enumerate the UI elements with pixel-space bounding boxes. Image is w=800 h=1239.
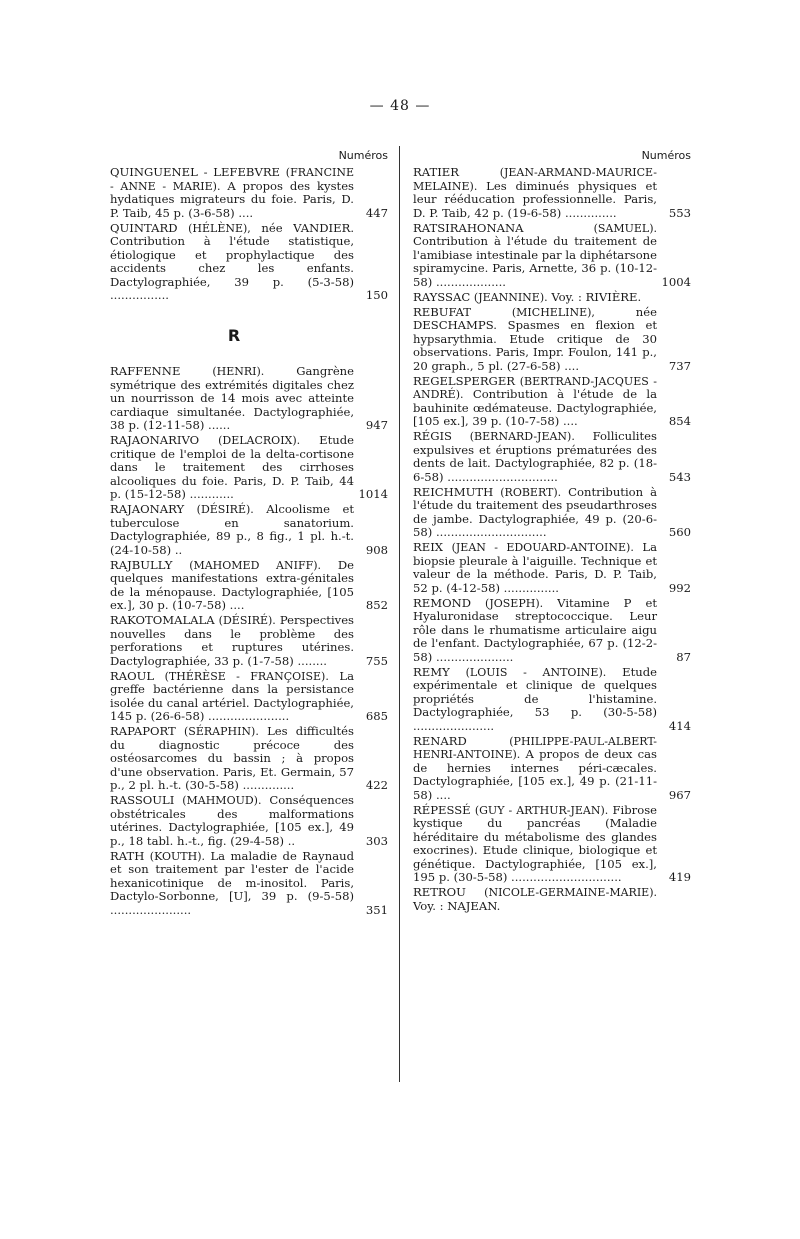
entry-number: 992 [668,580,691,595]
right-entries [413,166,691,913]
entry-number: 303 [365,833,388,848]
author-name: RASSOULI [110,793,175,807]
author-name: REBUFAT [413,304,471,319]
author-name: RAJBULLY [110,557,173,572]
entry-number: 685 [365,709,388,723]
entry-number: 755 [365,653,388,668]
author-name: REGELSPERGER [413,373,516,388]
author-name: RATIER [413,165,459,179]
page-number: — 48 — [369,98,431,114]
author-name: REMY [413,664,450,679]
author-given-names: (JEAN-ARMAND-MAURICE-MELAINE). [413,166,657,193]
thesis-entry [413,666,691,734]
author-given-names: (SÉRAPHIN). [184,725,259,738]
author-given-names: (HÉLÈNE), [188,221,251,235]
entry-description: Perspectives nouvelles dans le problème des perforations et ruptures utérines. Dactylographiée, 33 p. (1-7-58) ........ [110,613,355,668]
entry-number: 543 [668,469,691,484]
author-given-names: (MICHELINE), [511,305,595,319]
entry-description: A propos de deux cas de hernies internes péri-cæcales. Dactylographiée, [105 ex.], 49 p. (21-11-58) .... [413,747,657,802]
entry-number: 447 [365,205,388,220]
column-divider [399,146,400,1082]
author-given-names: (LOUIS - ANTOINE). [465,665,607,679]
column-header: Numéros [338,149,388,162]
thesis-entry [413,430,691,484]
entry-description: Etude critique de l'emploi de la delta-cortisone dans le traitement des cirrhoses alcooliques du foie. Paris, D. P. Taib, 44 p. (15-12-58) ............ [110,433,354,501]
entry-number: 560 [668,525,691,539]
entry-number: 947 [365,418,388,432]
author-name: QUINGUENEL - LEFEBVRE [110,165,281,179]
entry-description: née DESCHAMPS. Spasmes en flexion et hypsarythmia. Etude critique de 30 observations. Paris, Impr. Foulon, 141 p., 20 graph., 5 pl. (27-6-58) .... [413,304,657,373]
author-name: RÉGIS [413,429,452,443]
author-given-names: (MAHOMED ANIFF). [189,558,322,572]
author-name: RAFFENNE [110,364,181,378]
entry-description: Conséquences obstétricales des malformations utérines. Dactylographiée, [105 ex.], 49 p., 18 tabl. h.-t., fig. (29-4-58) .. [110,793,355,848]
author-given-names: (GUY - ARTHUR-JEAN). [474,803,609,817]
author-name: RAKOTOMALALA [110,613,215,627]
author-given-names: (DELACROIX). [218,434,301,447]
entry-description: Les difficultés du diagnostic précoce des ostéosarcomes du bassin ; à propos d'une observation. Paris, Et. Germain, 57 p., 2 pl. h.-t. (30-5-58) .............. [110,724,354,792]
entry-description: A propos des kystes hydatiques migrateurs du foie. Paris, D. P. Taib, 45 p. (3-6-58) .... [110,178,355,220]
author-name: QUINTARD [110,220,178,235]
author-name: RAYSSAC [413,289,471,304]
thesis-entry [413,735,691,803]
author-given-names: (ROBERT). [500,485,562,499]
thesis-entry [413,541,691,595]
thesis-entry [110,559,388,613]
entry-description: Contribution à l'étude du traitement de l'amibiase intestinale par la diphétarsone spiramycine. Paris, Arnette, 36 p. (10-12-58) ................... [413,234,657,289]
entry-description: Contribution à l'étude de la bauhinite œdémateuse. Dactylographiée, [105 ex.], 39 p. (10-7-58) .... [413,387,658,428]
author-given-names: (SAMUEL). [593,221,657,235]
entry-number: 553 [668,205,691,220]
entry-description: Alcoolisme et tuberculose en sanatorium. Dactylographiée, 89 p., 8 fig., 1 pl. h.-t. (24-10-58) .. [110,502,355,557]
author-name: RAOUL [110,668,155,683]
author-name: REICHMUTH [413,484,494,499]
entry-number: 419 [668,870,691,884]
entry-number: 351 [365,902,388,917]
author-given-names: (DÉSIRÉ). [196,503,254,516]
entry-description: La biopsie pleurale à l'aiguille. Technique et valeur de la méthode. Paris, D. P. Taib, 52 p. (4-12-58) ............... [413,540,658,595]
entry-description: Fibrose kystique du pancréas (Maladie héréditaire du métabolisme des glandes exocrines). Etude clinique, biologique et génétique. Dactylographiée, [105 ex.], 195 p. (30-5-58) .............................. [413,802,658,884]
thesis-entry [413,306,691,374]
author-name: RAPAPORT [110,724,176,738]
entry-number: 967 [668,787,691,802]
right-column [413,146,691,915]
entry-number: 1004 [661,274,691,289]
author-given-names: (PHILIPPE-PAUL-ALBERT-HENRI-ANTOINE). [413,734,657,761]
entry-number: 852 [365,598,388,612]
author-given-names: (NICOLE-GERMAINE-MARIE). [484,886,657,899]
thesis-entry [413,886,691,913]
author-name: RENARD [413,733,467,748]
thesis-entry [413,166,691,220]
thesis-entry [110,850,388,918]
entry-description: née VANDIER. Contribution à l'étude statistique, étiologique et prophylactique des accidents chez les enfants. Dactylographiée, 39 p. (5-3-58) ................ [110,220,355,302]
author-given-names: (BERTRAND-JACQUES - ANDRÉ). [413,374,657,401]
thesis-entry [413,222,691,290]
left-column [110,146,388,919]
entry-description: De quelques manifestations extra-génitales de la ménopause. Dactylographiée, [105 ex.], 30 p. (10-7-58) .... [110,557,355,612]
author-name: RATH [110,848,145,863]
entry-number: 414 [668,718,691,733]
thesis-entry [110,434,388,502]
author-given-names: (JEAN - EDOUARD-ANTOINE). [451,541,634,554]
entry-number: 737 [668,358,691,373]
thesis-entry [413,486,691,540]
author-given-names: (JEANNINE). [473,290,548,304]
section-letter: R [227,326,241,345]
author-name: RAJAONARIVO [110,433,200,447]
author-given-names: (DÉSIRÉ). [218,614,276,627]
author-name: RATSIRAHONANA [413,220,524,235]
thesis-entry [110,614,388,668]
thesis-entry [110,794,388,848]
thesis-entry [413,597,691,665]
author-name: RÉPESSÉ [413,802,471,817]
entry-description: La greffe bactérienne dans la persistance isolée du canal artériel. Dactylographiée, 145 p. (26-6-58) ...................... [110,668,355,723]
entry-description: La maladie de Raynaud et son traitement par l'ester de l'acide hexanicotinique de m-inositol. Paris, Dactylo-Sorbonne, [U], 39 p. (9-5-58) ...................... [110,848,355,917]
entry-number: 422 [365,778,388,792]
thesis-entry [413,804,691,885]
thesis-entry [413,375,691,429]
entry-number: 150 [365,288,388,302]
entry-number: 87 [676,649,691,664]
entry-description: Contribution à l'étude du traitement des pseudarthroses de jambe. Dactylographiée, 49 p. (20-6-58) .............................. [413,484,658,539]
author-given-names: (JOSEPH). [485,596,544,610]
entry-number: 854 [668,414,691,428]
entry-description: Voy. : RIVIÈRE. [551,289,642,304]
thesis-entry [110,503,388,557]
author-given-names: (THÉRÈSE - FRANÇOISE). [164,669,329,683]
thesis-entry [110,166,388,220]
entry-number: 1014 [358,487,388,501]
author-given-names: (FRANCINE - ANNE - MARIE). [110,166,354,193]
entry-description: Vitamine P et Hyaluronidase streptococcique. Leur rôle dans le rhumatisme articulaire aigu de l'enfant. Dactylographiée, 67 p. (12-2-58) ..................... [413,595,658,664]
thesis-entry [413,291,691,305]
thesis-entry [110,670,388,724]
author-name: REMOND [413,595,472,610]
entry-description: Folliculites expulsives et éruptions prématurées des dents de lait. Dactylographiée, 82 p. (18-6-58) .............................. [413,429,657,484]
thesis-entry [110,725,388,793]
entry-description: Voy. : NAJEAN. [413,898,501,913]
thesis-entry [110,365,388,433]
author-given-names: (BERNARD-JEAN). [469,430,575,443]
author-name: REIX [413,540,444,554]
author-name: RAJAONARY [110,502,185,516]
entry-description: Gangrène symétrique des extrémités digitales chez un nourrisson de 14 mois avec atteinte cardiaque simultanée. Dactylographiée, 38 p. (12-11-58) ...... [110,364,355,432]
author-name: RETROU [413,885,466,899]
column-header: Numéros [641,149,691,162]
author-given-names: (KOUTH). [149,849,206,863]
left-entries [110,166,388,917]
author-given-names: (MAHMOUD). [182,794,262,807]
entry-description: Etude expérimentale et clinique de quelques propriétés de l'histamine. Dactylographiée, 53 p. (30-5-58) ...................... [413,664,658,733]
entry-number: 908 [365,542,388,557]
entry-description: Les diminués physiques et leur rééducation professionnelle. Paris, D. P. Taib, 42 p. (19-6-58) .............. [413,178,657,220]
author-given-names: (HENRI). [212,365,265,378]
thesis-entry [110,222,388,303]
